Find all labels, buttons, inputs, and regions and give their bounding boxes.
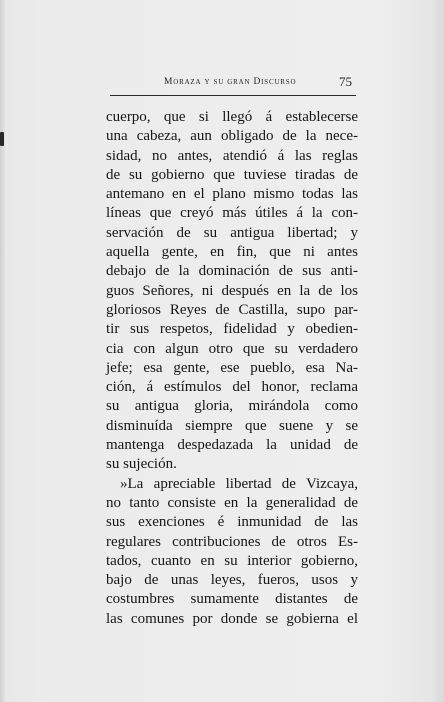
body-text (106, 108, 358, 629)
text-line: su antigua gloria, mirándola como (106, 398, 358, 415)
paragraph-start-line: »La apreciable libertad de Vizcaya, (120, 475, 358, 492)
text-line: gloriosos Reyes de Castilla, supo par- (106, 301, 358, 318)
text-line: tir sus respetos, fidelidad y obedien- (106, 321, 358, 338)
page-number: 75 (339, 74, 352, 89)
running-title: Moraza y su gran Discurso (164, 77, 297, 87)
text-line: las comunes por donde se gobierna el (106, 610, 358, 627)
text-line: guos Señores, ni después en la de los (106, 282, 358, 299)
text-line: costumbres sumamente distantes de (106, 591, 358, 608)
text-line: ción, á estímulos del honor, reclama (106, 379, 358, 396)
text-line: tados, cuanto en su interior gobierno, (106, 552, 358, 569)
text-line: sidad, no antes, atendió á las reglas (106, 147, 358, 164)
text-line: sus exenciones é inmunidad de las (106, 514, 358, 531)
text-line: antemano en el plano mismo todas las (106, 186, 358, 203)
binding-mark (0, 132, 4, 146)
text-line: debajo de la dominación de sus anti- (106, 263, 358, 280)
text-line: líneas que creyó más útiles á la con- (106, 205, 358, 222)
text-line: servación de su antigua libertad; y (106, 224, 358, 241)
text-line: no tanto consiste en la generalidad de (106, 494, 358, 511)
text-line: jefe; esa gente, ese pueblo, esa Na- (106, 359, 358, 376)
page-header (110, 74, 356, 94)
header-rule (110, 95, 356, 96)
text-line: cia con algun otro que su verdadero (106, 340, 358, 357)
text-line: regulares contribuciones de otros Es- (106, 533, 358, 550)
text-line: aquella gente, en fin, que ni antes (106, 244, 358, 261)
text-line: una cabeza, aun obligado de la nece- (106, 128, 358, 145)
text-line: de su gobierno que tuviese tiradas de (106, 166, 358, 183)
text-line: cuerpo, que si llegó á establecerse (106, 109, 358, 125)
paragraph-end-line: su sujeción. (106, 456, 177, 473)
text-line: disminuída siempre que suene y se (106, 417, 358, 434)
text-line: bajo de unas leyes, fueros, usos y (106, 572, 358, 589)
text-line: mantenga despedazada la unidad de (106, 437, 358, 454)
